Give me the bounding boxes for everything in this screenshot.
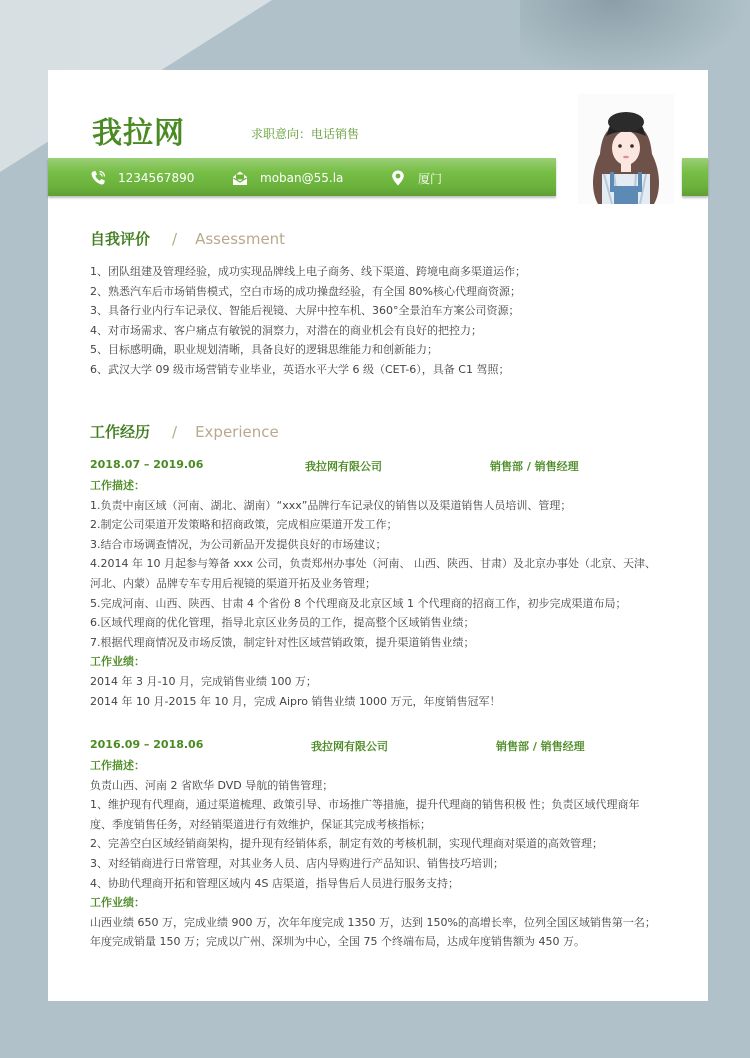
- section-title-experience: [90, 421, 279, 442]
- list-item: 7.根据代理商情况及市场反馈，制定针对性区域营销政策，提升渠道销售业绩；: [90, 635, 475, 649]
- desc-label: 工作描述：: [90, 479, 145, 492]
- job-role: 销售部 / 销售经理: [496, 740, 585, 753]
- section-title-separator: /: [172, 230, 178, 248]
- job-header: [90, 738, 650, 756]
- job-period: 2018.07 – 2019.06: [90, 458, 204, 471]
- list-item: 1.负责中南区域（河南、湖北、湖南）“xxx”品牌行车记录仪的销售以及渠道销售人员培训、管理；: [90, 498, 572, 512]
- section-title-en: Assessment: [195, 230, 286, 248]
- section-title-cn: 工作经历: [90, 423, 151, 441]
- list-item: 3、对经销商进行日常管理，对其业务人员、店内导购进行产品知识、销售技巧培训；: [90, 856, 504, 870]
- list-item: 5、目标感明确，职业规划清晰，具备良好的逻辑思维能力和创新能力；: [90, 343, 438, 357]
- list-item: 3.结合市场调查情况，为公司新品开发提供良好的市场建议；: [90, 537, 387, 551]
- list-item: 1、团队组建及管理经验，成功实现品牌线上电子商务、线下渠道、跨境电商多渠道运作；: [90, 265, 526, 278]
- list-item: 4、协助代理商开拓和管理区域内 4S 店渠道，指导售后人员进行服务支持；: [90, 876, 459, 890]
- list-item: 年度完成销量 150 万；完成以广州、深圳为中心，全国 75 个终端布局，达成年度销售额为 450 万。: [90, 935, 585, 949]
- list-item: 2.制定公司渠道开发策略和招商政策，完成相应渠道开发工作；: [90, 518, 398, 532]
- list-item: 4、对市场需求、客户痛点有敏锐的洞察力，对潜在的商业机会有良好的把控力；: [90, 323, 482, 337]
- section-title-separator: /: [172, 423, 178, 441]
- job-details: [90, 476, 656, 711]
- desc-label: 工作描述：: [90, 759, 145, 772]
- job-details: [90, 756, 656, 952]
- list-item: 河北、内蒙）品牌专车专用后视镜的渠道开拓及业务管理；: [90, 576, 376, 590]
- contact-email: [232, 169, 343, 187]
- phone-icon: [90, 170, 106, 186]
- list-item: 6.区域代理商的优化管理，指导北京区业务员的工作，提高整个区域销售业绩；: [90, 616, 475, 630]
- list-item: 6、武汉大学 09 级市场营销专业毕业，英语水平大学 6 级（CET-6），具备 C1 驾照；: [90, 362, 510, 376]
- list-item: 2、完善空白区域经销商架构，提升现有经销体系，制定有效的考核机制，实现代理商对渠道的高效管理；: [90, 837, 603, 851]
- candidate-name: 我拉网: [92, 116, 185, 151]
- list-item: 2014 年 3 月-10 月，完成销售业绩 100 万；: [90, 674, 317, 688]
- location-text: 厦门: [418, 171, 443, 186]
- section-title-cn: 自我评价: [90, 230, 151, 248]
- list-item: 3、具备行业内行车记录仪、智能后视镜、大屏中控车机、360°全景泊车方案公司资源；: [90, 304, 520, 318]
- resume-card: [48, 70, 708, 1001]
- section-title-assessment: [90, 228, 285, 249]
- mail-icon: [232, 170, 248, 186]
- contact-phone: [90, 169, 194, 187]
- list-item: 5.完成河南、山西、陕西、甘肃 4 个省份 8 个代理商及北京区域 1 个代理商的招商工作，初步完成渠道布局；: [90, 596, 627, 610]
- job-period: 2016.09 – 2018.06: [90, 738, 204, 751]
- job-intent: 求职意向：电话销售: [251, 127, 360, 141]
- list-item: 4.2014 年 10 月起参与筹备 xxx 公司，负责郑州办事处（河南、 山西、陕西、甘肃）及北京办事处（北京、天津、: [90, 557, 656, 571]
- list-item: 山西业绩 650 万，完成业绩 900 万，次年年度完成 1350 万，达到 150%的高增长率，位列全国区域销售第一名；: [90, 915, 656, 929]
- perf-label: 工作业绩：: [90, 896, 145, 910]
- background-shadow: [520, 0, 750, 80]
- job-header: [90, 458, 650, 476]
- assessment-list: [90, 262, 526, 380]
- perf-label: 工作业绩：: [90, 655, 145, 669]
- job-company: 我拉网有限公司: [305, 460, 382, 473]
- email-address: moban@55.la: [260, 171, 344, 185]
- list-item: 度、季度销售任务，对经销渠道进行有效维护，保证其完成考核指标；: [90, 817, 431, 831]
- contact-location: [390, 169, 442, 187]
- list-item: 负责山西、河南 2 省欧华 DVD 导航的销售管理；: [90, 778, 334, 792]
- contact-bar-right: [682, 158, 708, 196]
- job-role: 销售部 / 销售经理: [490, 460, 579, 473]
- location-pin-icon: [390, 170, 406, 186]
- list-item: 2014 年 10 月-2015 年 10 月，完成 Aipro 销售业绩 1000 万元，年度销售冠军！: [90, 694, 501, 708]
- section-title-en: Experience: [195, 423, 279, 441]
- list-item: 2、熟悉汽车后市场销售模式，空白市场的成功操盘经验，有全国 80%核心代理商资源；: [90, 284, 521, 298]
- list-item: 1、维护现有代理商，通过渠道梳理、政策引导、市场推广等措施，提升代理商的销售积极 性；负责区域代理商年: [90, 798, 640, 812]
- job-company: 我拉网有限公司: [311, 740, 388, 753]
- phone-number: 1234567890: [118, 171, 195, 185]
- avatar: [578, 94, 674, 204]
